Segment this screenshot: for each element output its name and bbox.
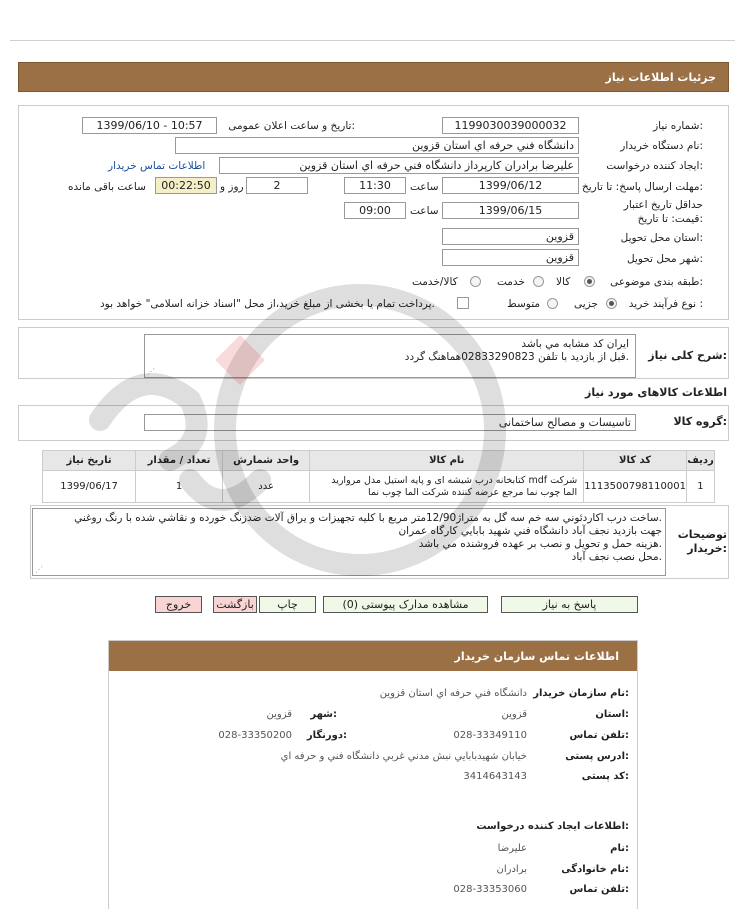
category-both-label: کالا/خدمت <box>412 276 458 288</box>
creator-name-value: عليرضا <box>497 843 527 854</box>
days-word: روز و <box>220 181 244 193</box>
postal-label: کد پستی: <box>581 771 629 782</box>
category-goods-label: کالا <box>556 276 571 288</box>
contact-province-value: قزوين <box>501 709 527 720</box>
org-value: دانشگاه فني حرفه اي استان قزوين <box>379 688 527 699</box>
deadline-date-field: 1399/06/12 <box>442 177 579 194</box>
deadline-time-word: ساعت <box>410 181 439 193</box>
address-value: خيابان شهيدبابايي نبش مدني غربي دانشگاه فني و حرفه اي <box>280 751 527 762</box>
process-medium-radio[interactable] <box>547 298 558 309</box>
table-row <box>43 471 715 503</box>
creator-name-label: نام: <box>610 843 629 854</box>
cell-row: 1 <box>686 471 714 503</box>
attachments-button[interactable]: مشاهده مدارک پیوستی (0) <box>323 596 488 613</box>
contact-phone-value: 028-33349110 <box>453 730 527 741</box>
page-title: جزئیات اطلاعات نیاز <box>605 71 716 84</box>
days-field: 2 <box>246 177 308 194</box>
cell-date: 1399/06/17 <box>43 471 136 503</box>
buyer-contact-link[interactable]: اطلاعات تماس خریدار <box>108 160 206 172</box>
cell-qty: 1 <box>136 471 223 503</box>
buyer-notes-line-2: جهت بازديد نجف آباد دانشگاه فني شهيد بابايي کارگاه عمران <box>398 525 662 537</box>
category-label: طبقه بندی موضوعی: <box>610 276 703 288</box>
announce-field: 1399/06/10 - 10:57 <box>82 117 217 134</box>
province-label: استان محل تحویل: <box>620 232 703 244</box>
reply-button[interactable]: پاسخ به نیاز <box>501 596 638 613</box>
validity-time-field: 09:00 <box>344 202 406 219</box>
cell-name-line-2: الما چوب نما مرجع عرضه کننده شرکت الما چوب نما <box>368 486 578 498</box>
top-divider <box>10 40 735 41</box>
buyer-label: نام دستگاه خریدار: <box>620 140 703 152</box>
process-partial-label: جزیی <box>574 298 598 310</box>
back-button[interactable]: بازگشت <box>213 596 257 613</box>
buyer-field: دانشگاه فني حرفه اي استان قزوين <box>175 137 579 154</box>
category-service-label: خدمت <box>497 276 525 288</box>
province-field: قزوين <box>442 228 579 245</box>
category-service-radio[interactable] <box>533 276 544 287</box>
process-medium-label: متوسط <box>507 298 540 310</box>
goods-table <box>42 450 715 503</box>
remaining-time-field: 00:22:50 <box>155 177 217 194</box>
creator-field: عليرضا برادران کارپرداز دانشگاه فني حرفه اي استان قزوين <box>219 157 579 174</box>
cell-name-line-1: کتابخانه درب شیشه ای و پایه استیل مدل مروارید mdf شرکت <box>331 474 578 486</box>
treasury-payment-note: پرداخت تمام یا بخشی از مبلغ خرید،از محل "اسناد خزانه اسلامی" خواهد بود. <box>100 298 435 310</box>
contact-title: اطلاعات تماس سازمان خریدار <box>454 650 619 663</box>
contact-panel <box>108 640 638 909</box>
contact-city-label: شهر: <box>310 709 337 720</box>
treasury-payment-checkbox[interactable] <box>457 297 469 309</box>
summary-textarea <box>144 334 636 378</box>
process-label: نوع فرآیند خرید : <box>628 298 703 310</box>
city-field: قزوين <box>442 249 579 266</box>
buyer-notes-textarea <box>32 508 666 576</box>
validity-date-field: 1399/06/15 <box>442 202 579 219</box>
col-date: تاریخ نیاز <box>43 451 136 471</box>
buyer-notes-label: توضیحات خریدار: <box>677 528 727 555</box>
buyer-notes-line-1: ساخت درب اکاردئوني سه خم سه گل به متراژ12/90متر مربع با کليه تجهيزات و يراق آلات ضدزنگ خورده و نقاشي شده با رنگ روغني. <box>74 512 662 524</box>
city-label: شهر محل تحویل: <box>626 253 703 265</box>
col-name: نام کالا <box>310 451 584 471</box>
col-code: کد کالا <box>584 451 687 471</box>
creator-section-title: اطلاعات ایجاد کننده درخواست: <box>476 821 629 832</box>
print-button[interactable]: چاپ <box>259 596 316 613</box>
category-both-radio[interactable] <box>470 276 481 287</box>
col-unit: واحد شمارش <box>222 451 309 471</box>
cell-code: 1113500798110001 <box>584 471 687 503</box>
summary-line-2: قبل از بازديد با تلفن 02833290823هماهنگ گردد. <box>404 351 629 363</box>
buyer-notes-line-4: محل نصب نجف آباد. <box>571 551 662 563</box>
cell-unit: عدد <box>222 471 309 503</box>
fax-label: دورنگار: <box>306 730 347 741</box>
contact-header <box>109 641 637 671</box>
need-number-label: شماره نیاز: <box>653 120 703 132</box>
resize-grip-icon[interactable]: ⋰ <box>147 367 155 376</box>
contact-city-value: قزوين <box>266 709 292 720</box>
creator-family-value: برادران <box>496 864 527 875</box>
creator-family-label: نام خانوادگی: <box>561 864 629 875</box>
creator-phone-label: تلفن تماس: <box>569 884 629 895</box>
summary-line-1: ايران کد مشابه مي باشد <box>521 338 629 350</box>
creator-phone-value: 028-33353060 <box>453 884 527 895</box>
validity-time-word: ساعت <box>410 205 439 217</box>
category-goods-radio[interactable] <box>584 276 595 287</box>
contact-province-label: استان: <box>595 709 629 720</box>
address-label: ادرس پستی: <box>565 751 629 762</box>
remaining-word: ساعت باقی مانده <box>68 181 146 193</box>
deadline-time-field: 11:30 <box>344 177 406 194</box>
cell-name <box>310 471 584 503</box>
creator-label: ایجاد کننده درخواست: <box>606 160 703 172</box>
goods-section-title: اطلاعات کالاهای مورد نیاز <box>585 386 727 399</box>
buyer-notes-line-3: هزينه حمل و تحويل و نصب بر عهده فروشنده مي باشد. <box>418 538 662 550</box>
process-partial-radio[interactable] <box>606 298 617 309</box>
postal-value: 3414643143 <box>463 771 527 782</box>
goods-group-label: گروه کالا: <box>673 415 727 428</box>
page-header <box>18 62 729 92</box>
contact-phone-label: تلفن تماس: <box>569 730 629 741</box>
col-qty: تعداد / مقدار <box>136 451 223 471</box>
goods-group-field: تاسیسات و مصالح ساختمانی <box>144 414 636 431</box>
announce-label: تاریخ و ساعت اعلان عمومی: <box>228 120 355 132</box>
org-label: نام سازمان خریدار: <box>533 688 629 699</box>
validity-label: حداقل تاریخ اعتبار قیمت: تا تاریخ: <box>623 199 703 225</box>
goods-table-header <box>43 451 715 471</box>
deadline-label: مهلت ارسال پاسخ: تا تاریخ: <box>581 181 703 193</box>
need-number-field: 1199030039000032 <box>442 117 579 134</box>
resize-grip-icon[interactable]: ⋰ <box>35 565 43 574</box>
summary-label: شرح کلی نیاز: <box>648 349 727 362</box>
exit-button[interactable]: خروج <box>155 596 202 613</box>
col-row: ردیف <box>686 451 714 471</box>
fax-value: 028-33350200 <box>218 730 292 741</box>
